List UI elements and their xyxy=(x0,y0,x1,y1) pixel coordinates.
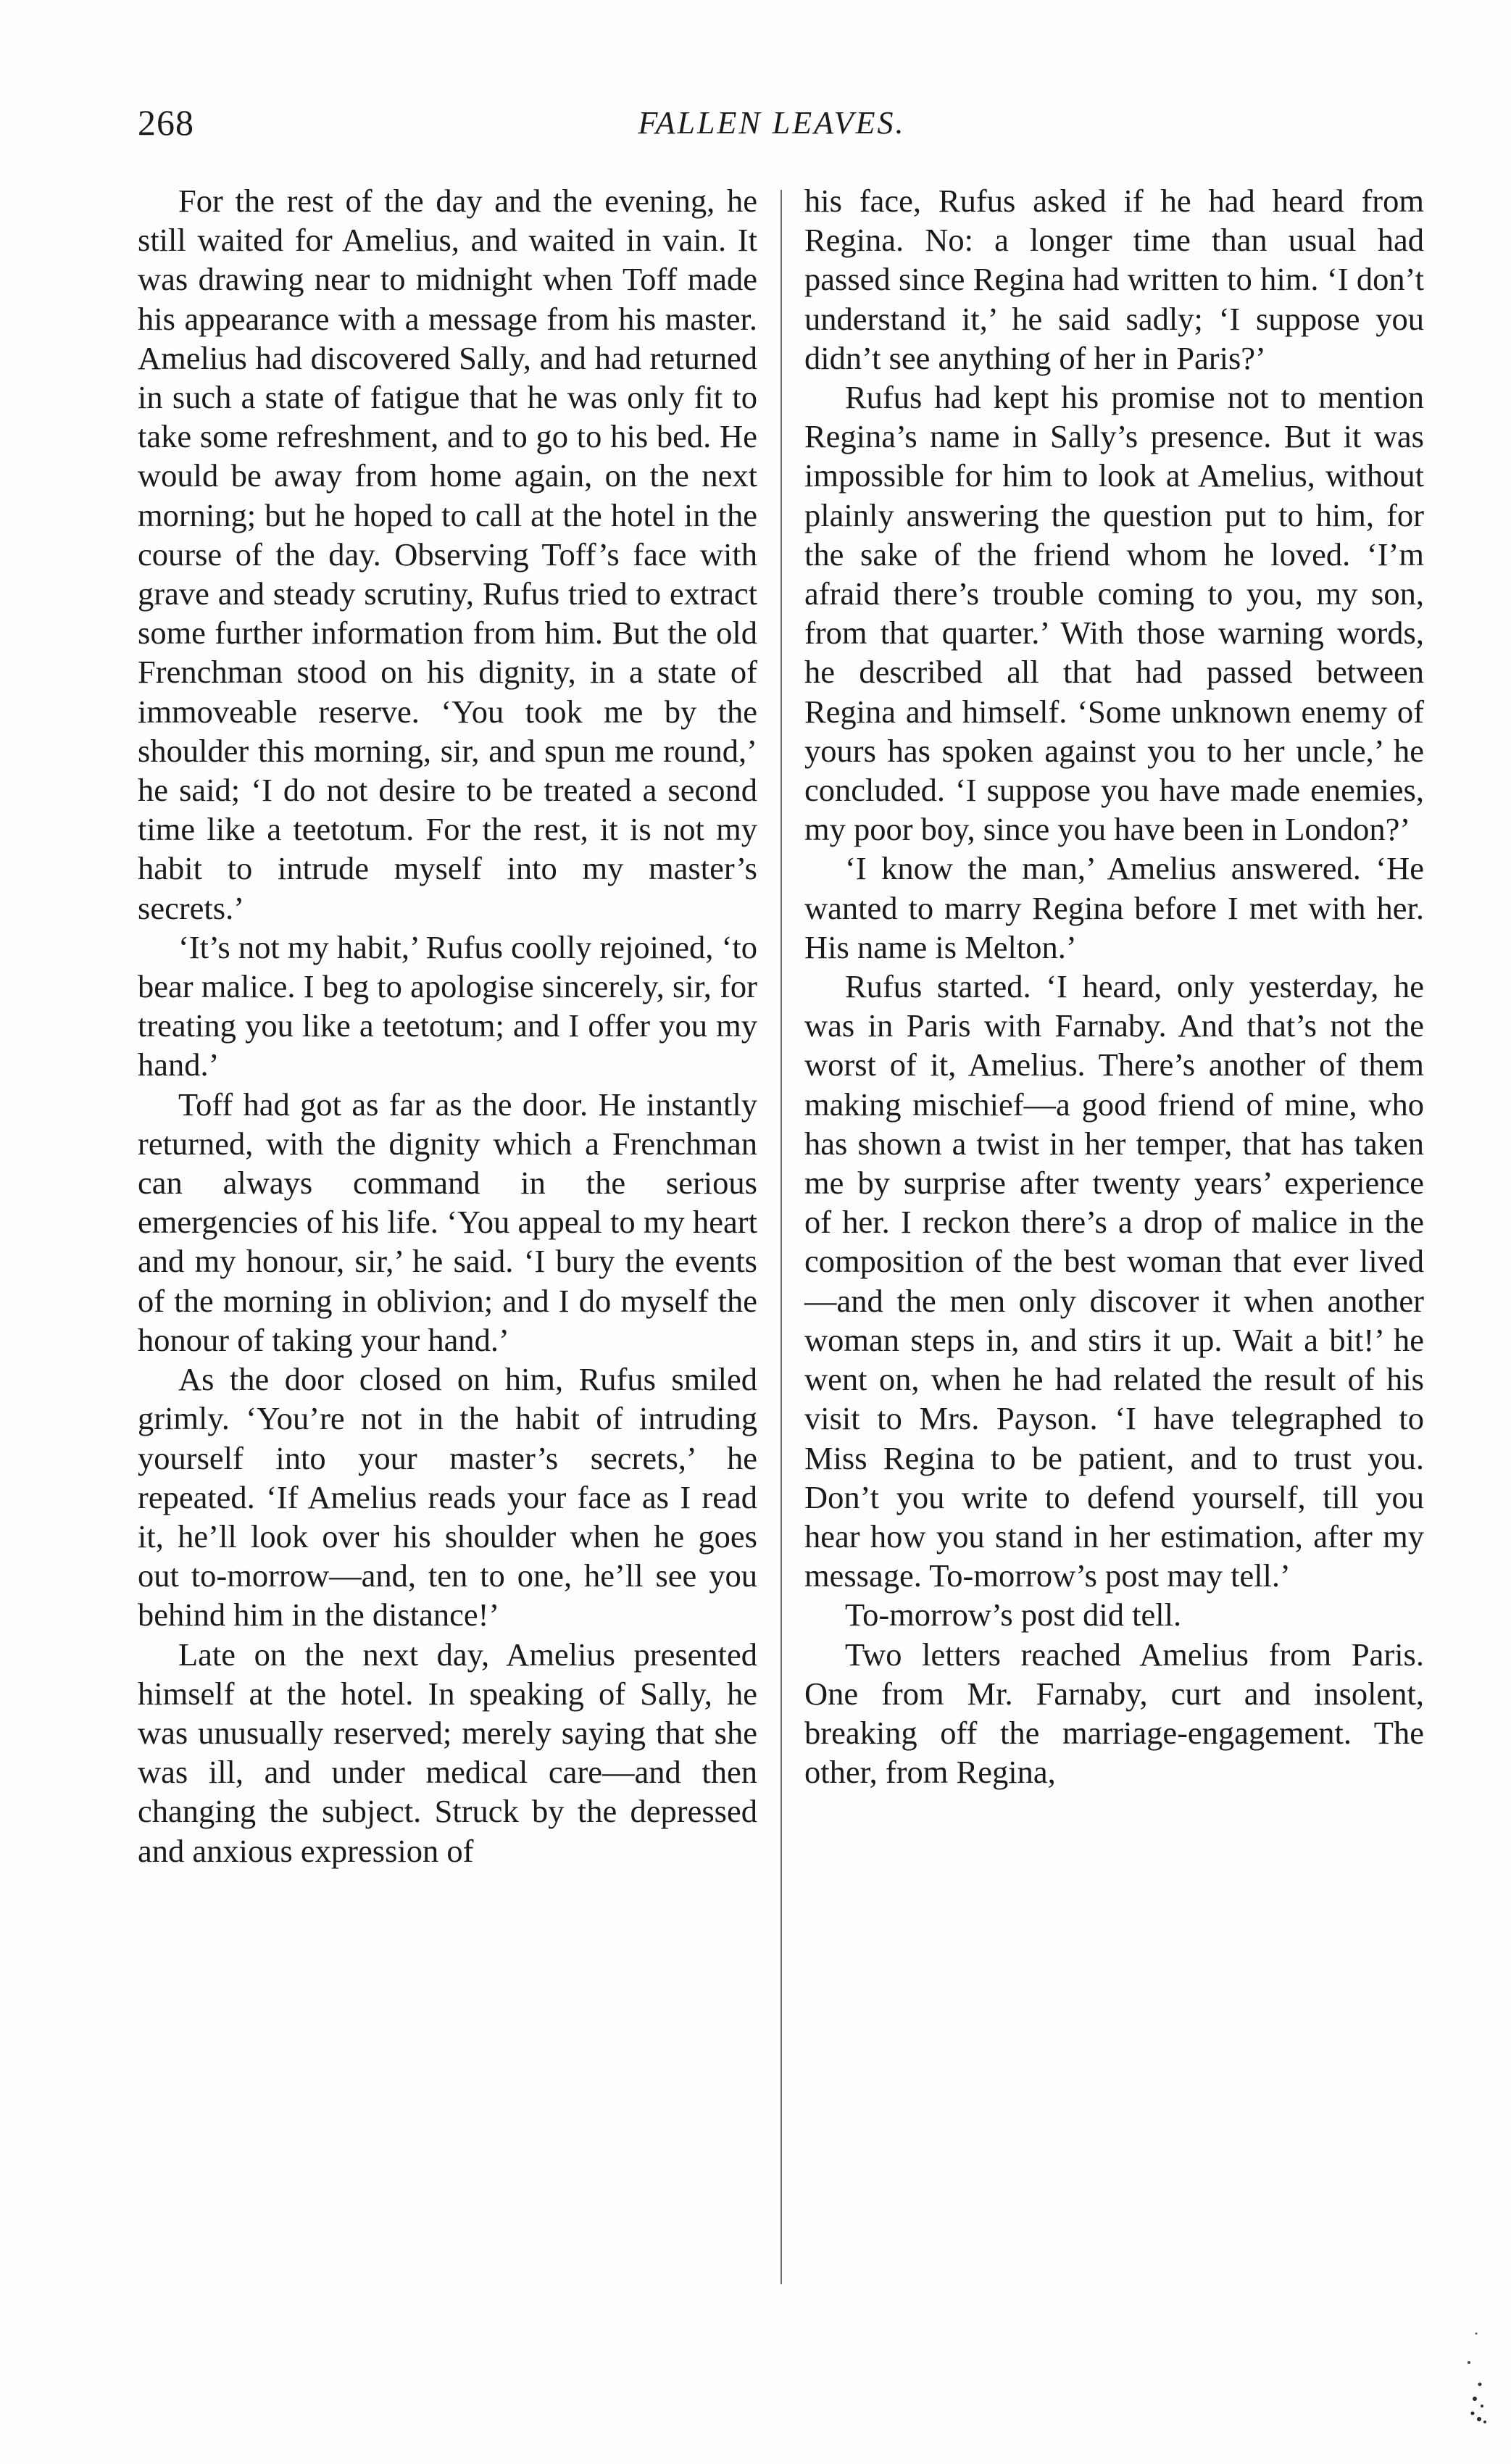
left-column xyxy=(138,181,757,1870)
paragraph: Rufus started. ‘I heard, only yesterday, he was in Paris with Farnaby. And that’s not the worst of it, Amelius. There’s another of them making mischief—a good friend of mine, who has shown a twist in her temper, that has taken me by surprise after twenty years’ experience of her. I reckon there’s a drop of malice in the composition of the best woman that ever lived—and the men only discover it when another woman steps in, and stirs it up. Wait a bit!’ he went on, when he had related the result of his visit to Mrs. Payson. ‘I have telegraphed to Miss Regina to be patient, and to trust you. Don’t you write to defend yourself, till you hear how you stand in her estimation, after my message. To-morrow’s post may tell.’ xyxy=(804,968,1424,1594)
paragraph: Late on the next day, Amelius presented himself at the hotel. In speaking of Sally, he was unusually reserved; merely saying that she was ill, and under medical care—and then changing the subject. Struck by the depressed and anxious expression of xyxy=(138,1636,757,1869)
paragraph: his face, Rufus asked if he had heard from Regina. No: a longer time than usual had passed since Regina had written to him. ‘I don’t understand it,’ he said sadly; ‘I suppose you didn’t see anything of her in Paris?’ xyxy=(804,183,1424,376)
running-title: FALLEN LEAVES. xyxy=(638,105,906,141)
paragraph: ‘It’s not my habit,’ Rufus coolly rejoined, ‘to bear malice. I beg to apologise sincerely, sir, for treating you like a teetotum; and I offer you my hand.’ xyxy=(138,928,757,1083)
paragraph: Rufus had kept his promise not to mention Regina’s name in Sally’s presence. But it was impossible for him to look at Amelius, without plainly answering the question put to him, for the sake of the friend whom he loved. ‘I’m afraid there’s trouble coming to you, my son, from that quarter.’ With those warning words, he described all that had passed between Regina and himself. ‘Some unknown enemy of yours has spoken against you to her uncle,’ he concluded. ‘I suppose you have made enemies, my poor boy, since you have been in London?’ xyxy=(804,379,1424,848)
paper-speckle xyxy=(1447,2319,1491,2428)
paragraph: As the door closed on him, Rufus smiled grimly. ‘You’re not in the habit of intruding yourself into your master’s secrets,’ he repeated. ‘If Amelius reads your face as I read it, he’ll look over his shoulder when he goes out to-morrow—and, ten to one, he’ll see you behind him in the distance!’ xyxy=(138,1361,757,1633)
right-column xyxy=(804,181,1424,1791)
page-header xyxy=(138,101,1406,152)
paragraph: Two letters reached Amelius from Paris. One from Mr. Farnaby, curt and insolent, breaking off the marriage-engagement. The other, from Regina, xyxy=(804,1636,1424,1791)
column-divider xyxy=(781,190,782,2284)
page-number: 268 xyxy=(138,102,194,143)
paragraph: Toff had got as far as the door. He instantly returned, with the dignity which a Frenchman can always command in the serious emergencies of his life. ‘You appeal to my heart and my honour, sir,’ he said. ‘I bury the events of the morning in oblivion; and I do myself the honour of taking your hand.’ xyxy=(138,1086,757,1358)
paragraph: To-morrow’s post did tell. xyxy=(845,1597,1182,1633)
paragraph: ‘I know the man,’ Amelius answered. ‘He wanted to marry Regina before I met with her. His name is Melton.’ xyxy=(804,850,1424,965)
paragraph: For the rest of the day and the evening, he still waited for Amelius, and waited in vain. It was drawing near to midnight when Toff made his appearance with a message from his master. Amelius had discovered Sally, and had returned in such a state of fatigue that he was only fit to take some refreshment, and to go to his bed. He would be away from home again, on the next morning; but he hoped to call at the hotel in the course of the day. Observing Toff’s face with grave and steady scrutiny, Rufus tried to extract some further information from him. But the old Frenchman stood on his dignity, in a state of immoveable reserve. ‘You took me by the shoulder this morning, sir, and spun me round,’ he said; ‘I do not desire to be treated a second time like a teetotum. For the rest, it is not my habit to intrude myself into my master’s secrets.’ xyxy=(138,183,757,926)
